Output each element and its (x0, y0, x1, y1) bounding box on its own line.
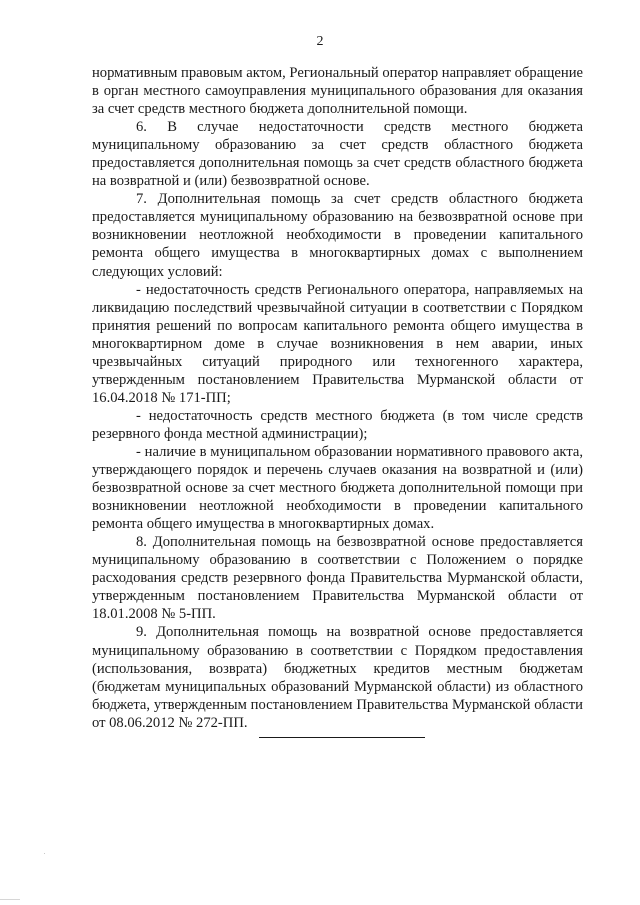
paragraph-continuation: нормативным правовым актом, Региональный оператор направляет обращение в орган местного самоуправления муниципального образования для оказания за счет средств местного бюджета дополнительной помощи. (92, 65, 583, 118)
paragraph-item-7: 7. Дополнительная помощь за счет средств областного бюджета предоставляется муниципальному образованию на безвозвратной основе при возникновении неотложной необходимости в проведении капитального ремонта общего имущества в многоквартирных домах с выполнением следующих условий: (92, 191, 583, 280)
condition-normative-act: - наличие в муниципальном образовании нормативного правового акта, утверждающего порядок и перечень случаев оказания на возвратной и (или) безвозвратной основе за счет местного бюджета дополнительной помощи при возникновении неотложной необходимости в проведении капитального ремонта общего имущества в многоквартирных домах. (92, 443, 583, 533)
scan-artifact-line (0, 899, 20, 900)
end-separator-line (259, 737, 425, 738)
condition-regional-operator: - недостаточность средств Регионального оператора, направляемых на ликвидацию последствий чрезвычайной ситуации в соответствии с Порядком принятия решений по вопросам капитального ремонта общего имущества в многоквартирном доме в случае возникновения в нем аварии, иных чрезвычайных ситуаций природного или техногенного характера, утвержденным постановлением Правительства Мурманской области от 16.04.2018 № 171-ПП; (92, 281, 583, 406)
paragraph-item-8: 8. Дополнительная помощь на безвозвратной основе предоставляется муниципальному образованию в соответствии с Положением о порядке расходования средств резервного фонда Правительства Мурманской области, утвержденным постановлением Правительства Мурманской области от 18.01.2008 № 5-ПП. (92, 534, 583, 623)
condition-local-budget: - недостаточность средств местного бюджета (в том числе средств резервного фонда местной администрации); (92, 407, 583, 442)
page-number: 2 (316, 34, 324, 49)
paragraph-item-6: 6. В случае недостаточности средств местного бюджета муниципальному образованию за счет средств областного бюджета предоставляется дополнительная помощь за счет средств областного бюджета на возвратной и (или) безвозвратной основе. (92, 119, 583, 190)
scan-artifact-dot (44, 853, 45, 854)
paragraph-item-9: 9. Дополнительная помощь на возвратной основе предоставляется муниципальному образованию в соответствии с Порядком предоставления (использования, возврата) бюджетных кредитов местным бюджетам (бюджетам муниципальных образований Мурманской области) из областного бюджета, утвержденным постановлением Правительства Мурманской области от 08.06.2012 № 272-ПП. (92, 624, 583, 731)
document-body (92, 64, 583, 732)
